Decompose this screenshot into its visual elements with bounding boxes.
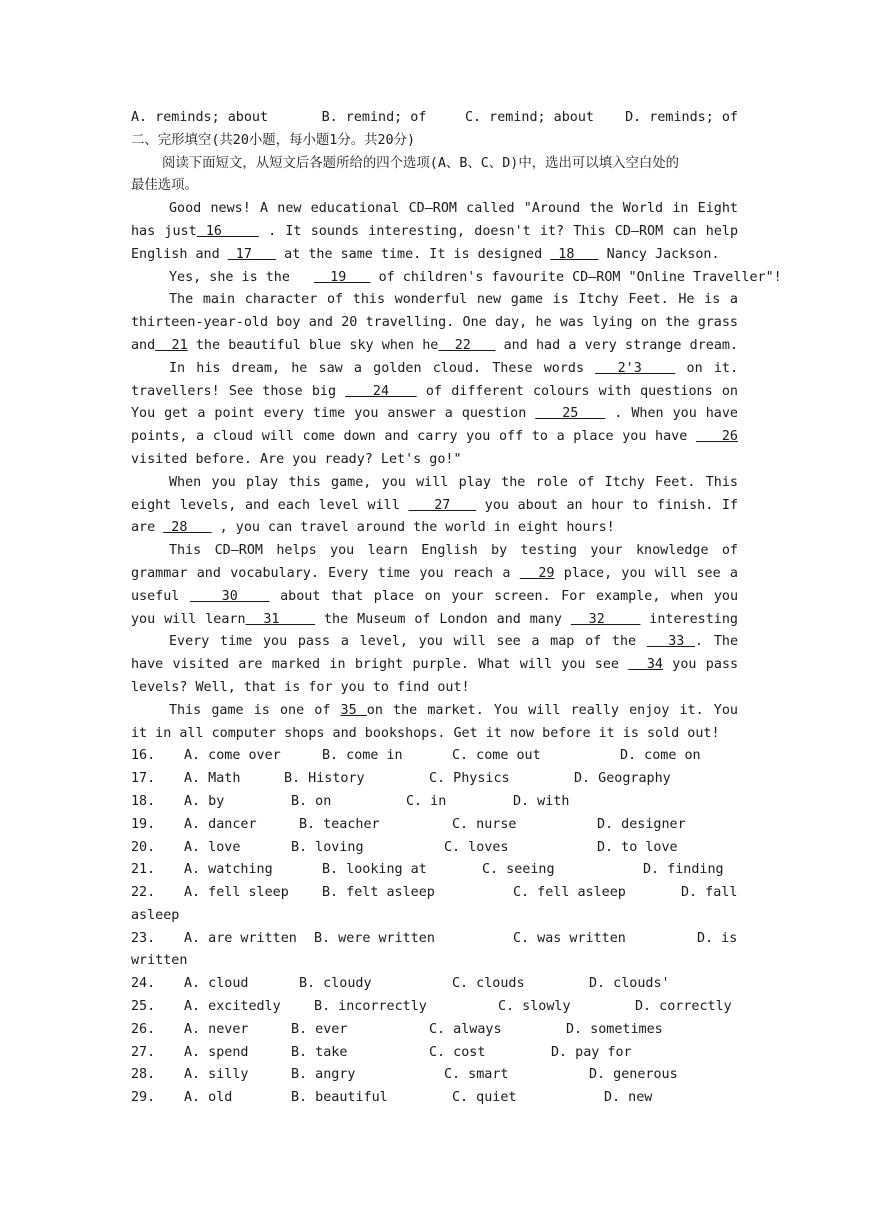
question-row (131, 814, 738, 837)
question-number: 19. (131, 816, 156, 832)
option: C. remind; about (465, 110, 594, 125)
blank: 17 (227, 246, 277, 262)
passage-text: levels? Well, that is for you to find out! (131, 679, 470, 695)
blank: 34 (628, 657, 663, 673)
answer-option[interactable]: B. come in (322, 748, 403, 764)
passage-line (131, 700, 738, 723)
question-number: 16. (131, 748, 156, 764)
blank: 32 (570, 611, 641, 627)
question-row (131, 996, 738, 1019)
blank: 28 (163, 520, 212, 536)
passage-line (131, 654, 738, 677)
answer-option[interactable]: C. slowly (498, 999, 571, 1015)
passage-text: have visited are marked in bright purple. What will you see (131, 657, 629, 673)
passage-text: . When you have (614, 406, 738, 422)
passage-text: You get a point every time you answer a question (131, 406, 536, 422)
passage-text: Every time you pass a level, you will see a map of the (169, 634, 647, 650)
answer-option[interactable]: A. come over (184, 748, 281, 764)
passage-text: and (131, 337, 156, 353)
answer-option[interactable]: D. sometimes (566, 1021, 663, 1037)
question-row (131, 837, 738, 860)
question-number: 29. (131, 1090, 156, 1106)
answer-option[interactable]: D. finding (643, 862, 724, 878)
passage-text: are (131, 520, 164, 536)
passage-text: has just (131, 223, 197, 239)
passage-line (131, 495, 738, 518)
answer-option[interactable]: B. ever (291, 1021, 348, 1037)
question-row (131, 768, 738, 791)
answer-option[interactable]: B. felt asleep (322, 885, 435, 901)
passage-line (131, 586, 738, 609)
passage-line (131, 472, 738, 495)
blank: 19 (314, 269, 371, 285)
answer-option[interactable]: A. by (184, 793, 225, 809)
passage-text: Good news! A new educational CD—ROM called "Around the World in Eight (169, 201, 738, 217)
blank: 24 (345, 383, 417, 399)
passage-text: eight levels, and each level will (131, 497, 409, 513)
passage-line (131, 540, 738, 563)
answer-option[interactable]: A. dancer (184, 816, 257, 832)
question-number: 26. (131, 1021, 156, 1037)
answer-option[interactable]: C. loves (444, 839, 509, 855)
passage-line (131, 609, 738, 632)
passage-text: at the same time. It is designed (276, 246, 551, 262)
blank: 31 (245, 611, 316, 627)
passage-line (131, 563, 738, 586)
answer-option[interactable]: D. come on (620, 748, 701, 764)
passage-line (131, 358, 738, 381)
answer-option[interactable]: B. teacher (299, 816, 380, 832)
answer-option[interactable]: C. was written (513, 930, 626, 946)
passage-line (131, 289, 738, 312)
question-number: 17. (131, 771, 156, 787)
passage-text: The main character of this wonderful new game is Itchy Feet. He is a (169, 292, 738, 308)
passage-line (131, 381, 738, 404)
answer-option[interactable]: C. quiet (452, 1090, 517, 1106)
passage-text: it in all computer shops and bookshops. Get it now before it is sold out! (131, 725, 720, 741)
passage-text: English and (131, 246, 228, 262)
passage-text: place, you will see a (563, 565, 738, 581)
answer-option[interactable]: D. to love (597, 839, 678, 855)
answer-option[interactable]: A. old (184, 1090, 233, 1106)
answer-option[interactable]: B. looking at (322, 862, 427, 878)
question-row (131, 882, 738, 905)
option: D. reminds; of (625, 110, 738, 125)
answer-option[interactable]: C. nurse (452, 816, 517, 832)
passage-line (131, 426, 738, 449)
passage-text: the Museum of London and many (315, 611, 571, 627)
cloze-passage (131, 198, 782, 745)
passage-text: about that place on your screen. For example, when you (280, 588, 738, 604)
blank: 25 (535, 406, 606, 422)
question-number: 23. (131, 930, 156, 946)
blank: 21 (155, 337, 188, 353)
blank: 18 (550, 246, 599, 262)
answer-option[interactable]: A. cloud (184, 976, 249, 992)
answer-option[interactable]: B. History (284, 771, 365, 787)
answer-option[interactable]: C. clouds (452, 976, 525, 992)
question-row (131, 745, 738, 768)
question-list (131, 745, 738, 1110)
answer-option[interactable]: C. smart (444, 1067, 509, 1083)
answer-option[interactable]: B. were written (314, 930, 435, 946)
answer-option[interactable]: D. pay for (551, 1044, 632, 1060)
question-number: 18. (131, 793, 156, 809)
passage-text: , you can travel around the world in eight hours! (211, 520, 615, 536)
answer-option[interactable]: A. are written (184, 930, 297, 946)
question-number: 20. (131, 839, 156, 855)
question-row (131, 1064, 738, 1087)
passage-line (131, 221, 738, 244)
passage-text: This CD—ROM helps you learn English by testing your knowledge of (169, 543, 738, 559)
passage-text: you pass (672, 657, 738, 673)
question-row (131, 928, 738, 951)
passage-text: the beautiful blue sky when he (187, 337, 439, 353)
passage-text: and had a very strange dream. (495, 337, 738, 353)
answer-option[interactable]: C. always (429, 1021, 502, 1037)
question-number: 24. (131, 976, 156, 992)
passage-text: Yes, she is the (169, 269, 315, 285)
option: A. reminds; about (131, 110, 269, 125)
blank: 26 (695, 429, 738, 445)
section-title: 二、完形填空(共20小题，每小题1分。共20分) (131, 132, 416, 148)
answer-option[interactable]: B. take (291, 1044, 348, 1060)
answer-option[interactable]: C. cost (429, 1044, 486, 1060)
question-number: 25. (131, 999, 156, 1015)
passage-text: . It sounds interesting, doesn't it? This CD—ROM can help (268, 223, 738, 239)
answer-option[interactable]: D. correctly (635, 999, 732, 1015)
passage-line (131, 517, 738, 540)
passage-text: on it. (686, 360, 738, 376)
answer-option[interactable]: D. new (604, 1090, 653, 1106)
blank: 27 (408, 497, 477, 513)
answer-option[interactable]: D. Geography (574, 771, 671, 787)
passage-text: grammar and vocabulary. Every time you reach a (131, 565, 520, 581)
answer-option[interactable]: C. fell asleep (513, 885, 626, 901)
instructions-line: 阅读下面短文，从短文后各题所给的四个选项(A、B、C、D)中，选出可以填入空白处的 (162, 155, 680, 171)
passage-line (131, 335, 738, 358)
passage-text: points, a cloud will come down and carry you off to a place you have (131, 429, 696, 445)
passage-text: . The (695, 634, 738, 650)
passage-line (131, 267, 782, 290)
passage-line (131, 403, 738, 426)
passage-line (131, 312, 738, 335)
passage-text: on the market. You will really enjoy it. You (366, 702, 738, 718)
question-number: 22. (131, 885, 156, 901)
answer-option[interactable]: D. with (513, 793, 570, 809)
passage-line (131, 244, 738, 267)
passage-text: of different colours with questions on (425, 383, 738, 399)
passage-line (131, 723, 738, 746)
passage-text: travellers! See those big (131, 383, 346, 399)
blank: 2'3 (595, 360, 676, 376)
question-row (131, 1087, 738, 1110)
passage-text: This game is one of (169, 702, 341, 718)
passage-text: Nancy Jackson. (598, 246, 720, 262)
passage-text: interesting (649, 611, 738, 627)
passage-line (131, 631, 738, 654)
answer-option[interactable]: A. spend (184, 1044, 249, 1060)
answer-option[interactable]: B. incorrectly (314, 999, 427, 1015)
option-wrap: asleep (131, 907, 180, 923)
passage-text: you about an hour to finish. If (484, 497, 738, 513)
passage-text: you will learn (131, 611, 246, 627)
answer-option[interactable]: C. seeing (482, 862, 555, 878)
answer-option[interactable]: C. Physics (429, 771, 510, 787)
answer-option[interactable]: A. watching (184, 862, 273, 878)
option-wrap: written (131, 953, 188, 969)
option: B. remind; of (321, 110, 427, 125)
passage-text: visited before. Are you ready? Let's go!" (131, 451, 462, 467)
blank: 29 (519, 565, 555, 581)
answer-option[interactable]: B. angry (291, 1067, 356, 1083)
answer-option[interactable]: B. beautiful (291, 1090, 388, 1106)
question-row (131, 791, 738, 814)
question-row (131, 1019, 738, 1042)
question-number: 28. (131, 1067, 156, 1083)
passage-text: thirteen-year-old boy and 20 travelling. One day, he was lying on the grass (131, 315, 738, 331)
blank: 16 (196, 223, 259, 239)
passage-text: In his dream, he saw a golden cloud. These words (169, 360, 596, 376)
question-row (131, 1042, 738, 1065)
passage-line (131, 449, 738, 472)
answer-option[interactable]: A. fell sleep (184, 885, 289, 901)
answer-option[interactable]: A. Math (184, 771, 241, 787)
answer-option[interactable]: D. generous (589, 1067, 678, 1083)
instructions-line: 最佳选项。 (131, 178, 198, 194)
passage-line (131, 198, 738, 221)
question-number: 21. (131, 862, 156, 878)
passage-text: useful (131, 588, 190, 604)
exam-page (131, 107, 782, 1110)
blank: 33 (646, 634, 696, 650)
blank: 30 (189, 588, 270, 604)
answer-option[interactable]: D. fall (681, 885, 738, 901)
passage-line (131, 677, 738, 700)
answer-option[interactable]: B. loving (291, 839, 364, 855)
answer-option[interactable]: D. is (697, 930, 738, 946)
question-number: 27. (131, 1044, 156, 1060)
passage-text: of children's favourite CD—ROM "Online Traveller"! (370, 269, 782, 285)
answer-option[interactable]: C. come out (452, 748, 541, 764)
question-row (131, 859, 738, 882)
answer-option[interactable]: A. silly (184, 1067, 249, 1083)
question-row (131, 973, 738, 996)
answer-option[interactable]: B. cloudy (299, 976, 372, 992)
answer-option[interactable]: A. never (184, 1021, 249, 1037)
passage-text: When you play this game, you will play the role of Itchy Feet. This (169, 474, 738, 490)
top-options-row (131, 107, 738, 130)
answer-option[interactable]: A. excitedly (184, 999, 281, 1015)
answer-option[interactable]: D. designer (597, 816, 686, 832)
blank: 35 (340, 702, 367, 718)
answer-option[interactable]: A. love (184, 839, 241, 855)
answer-option[interactable]: B. on (291, 793, 332, 809)
answer-option[interactable]: C. in (406, 793, 447, 809)
blank: 22 (438, 337, 496, 353)
answer-option[interactable]: D. clouds' (589, 976, 670, 992)
